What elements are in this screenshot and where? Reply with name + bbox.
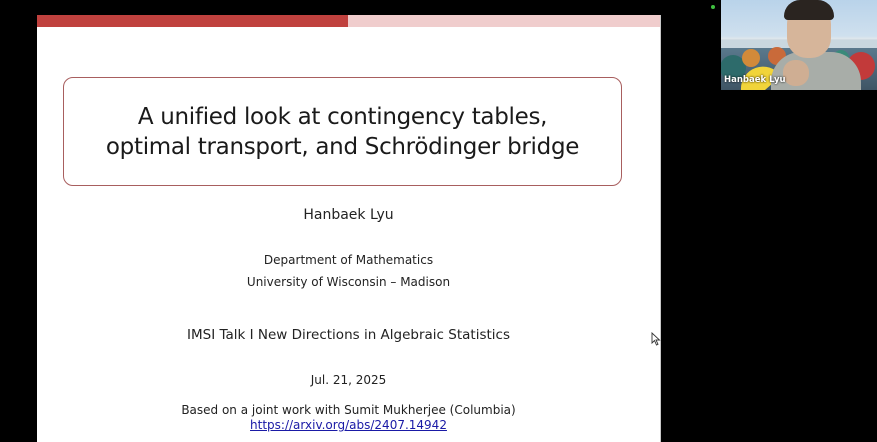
title-box (63, 77, 622, 186)
author-name: Hanbaek Lyu (303, 207, 394, 223)
slide-progress-fill (37, 15, 348, 27)
participant-hair (784, 0, 834, 20)
arxiv-link[interactable]: https://arxiv.org/abs/2407.14942 (250, 418, 447, 432)
joint-work-note: Based on a joint work with Sumit Mukherjee (Columbia) (181, 403, 516, 417)
slide-progress-track (37, 15, 660, 27)
status-indicator-icon (711, 5, 715, 9)
slide-title-line-1: A unified look at contingency tables, (137, 103, 548, 130)
slide-title-line-2: optimal transport, and Schrödinger bridge (105, 133, 580, 160)
event-name: IMSI Talk I New Directions in Algebraic Statistics (187, 327, 510, 343)
participant-name-label: Hanbaek Lyu (724, 75, 786, 85)
slide-edge (660, 15, 661, 442)
arrow-cursor-icon (651, 332, 661, 346)
talk-date: Jul. 21, 2025 (310, 373, 387, 387)
participant-video-tile[interactable] (721, 0, 877, 90)
department: Department of Mathematics (263, 253, 434, 267)
participant-hand (783, 60, 809, 86)
presentation-slide (37, 15, 660, 442)
university: University of Wisconsin – Madison (246, 275, 451, 289)
